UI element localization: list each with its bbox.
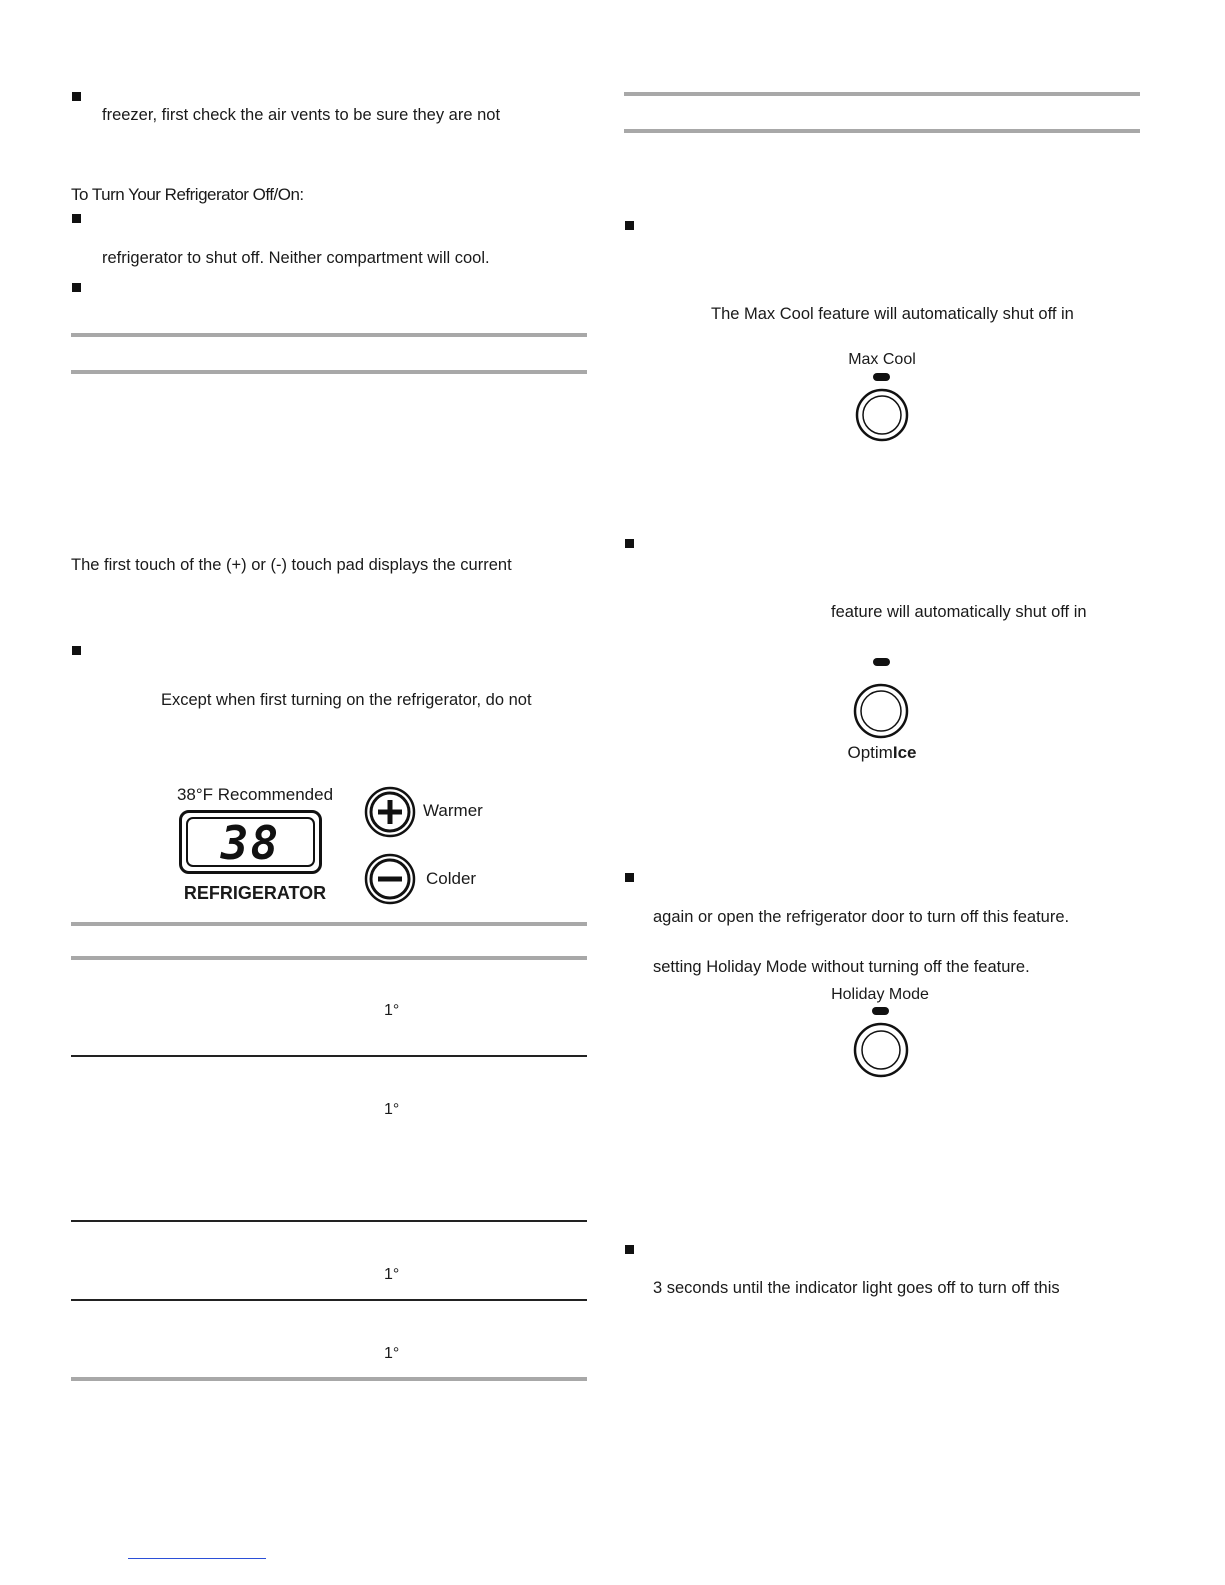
max-cool-indicator-light bbox=[873, 373, 890, 381]
footer-link[interactable] bbox=[128, 1558, 266, 1559]
body-text: freezer, first check the air vents to be sure they are not bbox=[102, 106, 501, 124]
holiday-mode-indicator-light bbox=[872, 1007, 889, 1015]
section-heading: To Turn Your Refrigerator Off/On: bbox=[71, 185, 304, 204]
section-rule bbox=[624, 129, 1140, 133]
table-row-divider bbox=[71, 1055, 587, 1057]
minus-icon[interactable] bbox=[364, 853, 416, 905]
max-cool-label: Max Cool bbox=[848, 351, 916, 368]
body-text: feature will automatically shut off in bbox=[831, 603, 1087, 621]
table-rule bbox=[71, 956, 587, 960]
bullet-marker bbox=[72, 283, 81, 292]
section-rule bbox=[71, 333, 587, 337]
section-rule bbox=[624, 92, 1140, 96]
display-label: REFRIGERATOR bbox=[183, 883, 327, 903]
recommended-label: 38°F Recommended bbox=[176, 785, 334, 804]
body-text: 3 seconds until the indicator light goes off to turn off this bbox=[653, 1279, 1060, 1297]
table-rule bbox=[71, 922, 587, 926]
table-row-divider bbox=[71, 1220, 587, 1222]
optimice-button[interactable] bbox=[853, 683, 909, 739]
holiday-mode-label: Holiday Mode bbox=[831, 986, 929, 1003]
colder-label: Colder bbox=[426, 869, 477, 888]
body-text: again or open the refrigerator door to turn off this feature. bbox=[653, 908, 1070, 926]
table-cell: 1° bbox=[384, 1345, 400, 1362]
body-text: Except when first turning on the refrigerator, do not bbox=[161, 691, 532, 709]
bullet-marker bbox=[72, 214, 81, 223]
table-rule bbox=[71, 1377, 587, 1381]
max-cool-button[interactable] bbox=[855, 388, 909, 442]
bullet-marker bbox=[625, 1245, 634, 1254]
optimice-label-bold: Ice bbox=[892, 743, 917, 762]
warmer-label: Warmer bbox=[423, 801, 483, 820]
bullet-marker bbox=[625, 539, 634, 548]
body-text: The first touch of the (+) or (-) touch pad displays the current bbox=[71, 556, 512, 574]
table-row-divider bbox=[71, 1299, 587, 1301]
bullet-marker bbox=[72, 646, 81, 655]
optimice-label-regular: Optim bbox=[847, 743, 893, 762]
display-value: 38 bbox=[220, 816, 281, 870]
optimice-indicator-light bbox=[873, 658, 890, 666]
table-cell: 1° bbox=[384, 1101, 400, 1118]
temperature-display bbox=[179, 810, 322, 874]
body-text: refrigerator to shut off. Neither compartment will cool. bbox=[102, 249, 490, 267]
optimice-label bbox=[802, 743, 962, 763]
bullet-marker bbox=[72, 92, 81, 101]
plus-icon[interactable] bbox=[364, 786, 416, 838]
table-cell: 1° bbox=[384, 1266, 400, 1283]
table-cell: 1° bbox=[384, 1002, 400, 1019]
holiday-mode-button[interactable] bbox=[853, 1022, 909, 1078]
bullet-marker bbox=[625, 873, 634, 882]
body-text: The Max Cool feature will automatically shut off in bbox=[711, 305, 1074, 323]
bullet-marker bbox=[625, 221, 634, 230]
section-rule bbox=[71, 370, 587, 374]
body-text: setting Holiday Mode without turning off the feature. bbox=[653, 958, 1030, 976]
